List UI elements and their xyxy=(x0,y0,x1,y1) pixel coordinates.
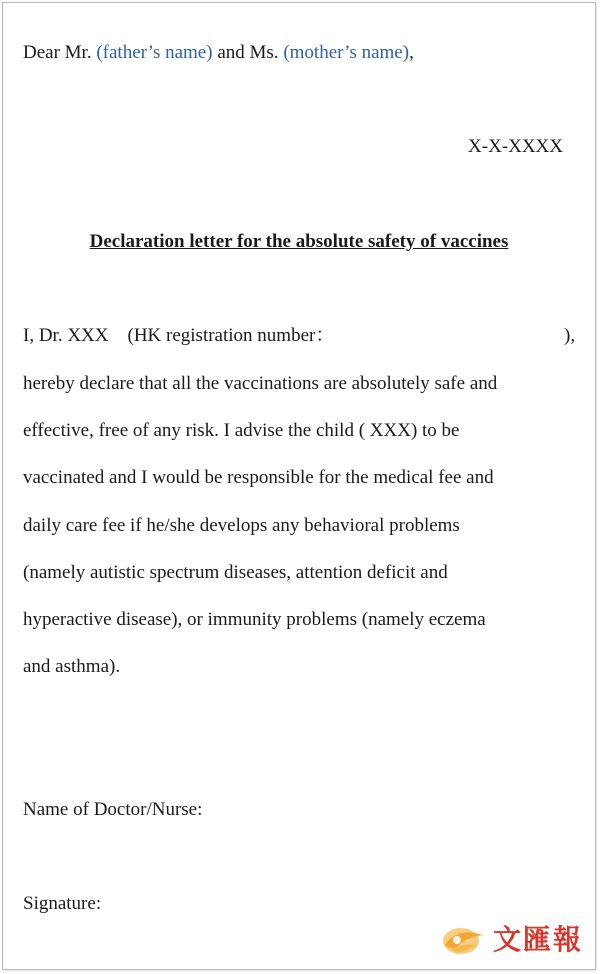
watermark-text: 文匯報 xyxy=(493,923,584,956)
letter-page xyxy=(2,2,596,970)
greeting-suffix: , xyxy=(409,42,414,63)
body-line-3: effective, free of any risk. I advise the child ( XXX) to be xyxy=(23,420,460,441)
wenweipo-logo-icon xyxy=(437,923,489,957)
father-name-placeholder: (father’s name) xyxy=(96,42,213,63)
watermark xyxy=(437,923,587,957)
registration-text: I, Dr. XXX (HK registration number： xyxy=(23,325,335,346)
body-line-2: hereby declare that all the vaccinations are absolutely safe and xyxy=(23,373,498,394)
body-line-5: daily care fee if he/she develops any behavioral problems xyxy=(23,515,460,536)
body-line-1 xyxy=(23,325,583,347)
signature-label: Signature: xyxy=(23,893,102,914)
greeting-middle: and Ms. xyxy=(212,42,284,63)
greeting-prefix: Dear Mr. xyxy=(23,42,97,63)
mother-name-placeholder: (mother’s name) xyxy=(283,42,410,63)
doctor-name-label: Name of Doctor/Nurse: xyxy=(23,799,203,820)
registration-close: ), xyxy=(564,325,576,346)
body-line-4: vaccinated and I would be responsible for the medical fee and xyxy=(23,467,494,488)
body-line-7: hyperactive disease), or immunity problems (namely eczema xyxy=(23,609,486,630)
letter-title: Declaration letter for the absolute safety of vaccines xyxy=(89,231,509,252)
letter-date: X-X-XXXX xyxy=(468,136,563,157)
body-line-6: (namely autistic spectrum diseases, attention deficit and xyxy=(23,562,448,583)
body-line-8: and asthma). xyxy=(23,656,121,677)
greeting-line xyxy=(23,42,414,64)
